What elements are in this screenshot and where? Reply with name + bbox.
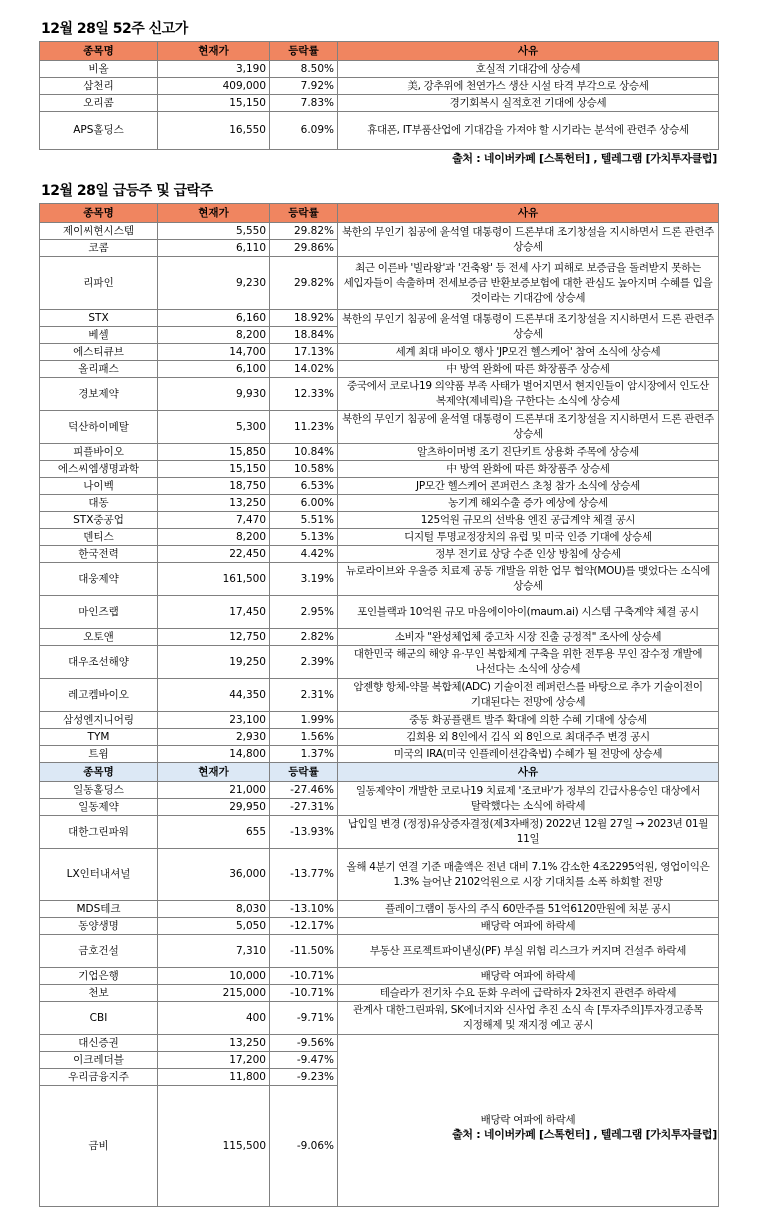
table-row (40, 61, 719, 78)
stock-name: STX중공업 (40, 512, 158, 529)
reason-text: 배당락 여파에 하락세 (338, 968, 719, 985)
header-change: 등락률 (270, 763, 338, 782)
stock-name: 한국전력 (40, 546, 158, 563)
table-row (40, 729, 719, 746)
current-price: 23,100 (158, 712, 270, 729)
table-row (40, 712, 719, 729)
reason-text: 중동 화공플랜트 발주 확대에 의한 수혜 기대에 상승세 (338, 712, 719, 729)
stock-name: 삼성엔지니어링 (40, 712, 158, 729)
current-price: 8,030 (158, 901, 270, 918)
change-rate: 7.83% (270, 95, 338, 112)
change-rate: 29.82% (270, 257, 338, 310)
stock-name: 경보제약 (40, 378, 158, 411)
stock-name: LX인터내셔널 (40, 849, 158, 901)
stock-name: 대우조선해양 (40, 646, 158, 679)
current-price: 15,150 (158, 95, 270, 112)
change-rate: 4.42% (270, 546, 338, 563)
stock-name: 천보 (40, 985, 158, 1002)
stock-name: 이크레더블 (40, 1052, 158, 1069)
reason-text: 미국의 IRA(미국 인플레이션감축법) 수혜가 될 전망에 상승세 (338, 746, 719, 763)
reason-text: 125억원 규모의 선박용 엔진 공급계약 체결 공시 (338, 512, 719, 529)
stock-name: TYM (40, 729, 158, 746)
current-price: 655 (158, 816, 270, 849)
current-price: 7,470 (158, 512, 270, 529)
change-rate: -27.46% (270, 782, 338, 799)
reason-text: 호실적 기대감에 상승세 (338, 61, 719, 78)
change-rate: 18.92% (270, 310, 338, 327)
reason-text: 일동제약이 개발한 코로나19 치료제 '조코바'가 정부의 긴급사용승인 대상에서 탈락했다는 소식에 하락세 (338, 782, 719, 816)
current-price: 14,700 (158, 344, 270, 361)
change-rate: 1.56% (270, 729, 338, 746)
table-row (40, 629, 719, 646)
new-high-table (39, 41, 719, 150)
table-row (40, 985, 719, 1002)
reason-text: 정부 전기료 상당 수준 인상 방침에 상승세 (338, 546, 719, 563)
table-row (40, 746, 719, 763)
reason-text: 휴대폰, IT부품산업에 기대감을 가져야 할 시기라는 분석에 관련주 상승세 (338, 112, 719, 150)
current-price: 5,050 (158, 918, 270, 935)
change-rate: -13.93% (270, 816, 338, 849)
change-rate: 7.92% (270, 78, 338, 95)
header-name: 종목명 (40, 763, 158, 782)
stock-name: 에스티큐브 (40, 344, 158, 361)
change-rate: -11.50% (270, 935, 338, 968)
change-rate: -9.56% (270, 1035, 338, 1052)
reason-text: 암젠향 항체-약물 복합체(ADC) 기술이전 레퍼런스를 바탕으로 추가 기술이전이 기대된다는 전망에 상승세 (338, 679, 719, 712)
table-row (40, 411, 719, 444)
stock-name: 일동제약 (40, 799, 158, 816)
movers-table (39, 203, 719, 1207)
reason-text: 북한의 무인기 침공에 윤석열 대통령이 드론부대 조기창설을 지시하면서 드론 관련주 상승세 (338, 411, 719, 444)
header-price: 현재가 (158, 763, 270, 782)
current-price: 21,000 (158, 782, 270, 799)
current-price: 19,250 (158, 646, 270, 679)
current-price: 18,750 (158, 478, 270, 495)
current-price: 17,200 (158, 1052, 270, 1069)
stock-name: 오토앤 (40, 629, 158, 646)
stock-name: 금호건설 (40, 935, 158, 968)
source-note-2: 출처 : 네이버카페 [스톡헌터] , 텔레그램 [가치투자클럽] (452, 1128, 717, 1141)
reason-text: 부동산 프로젝트파이낸싱(PF) 부실 위험 리스크가 커지며 건설주 하락세 (338, 935, 719, 968)
reason-text: 김희용 외 8인에서 김식 외 8인으로 최대주주 변경 공시 (338, 729, 719, 746)
change-rate: 14.02% (270, 361, 338, 378)
change-rate: 6.53% (270, 478, 338, 495)
header-name: 종목명 (40, 42, 158, 61)
current-price: 5,550 (158, 223, 270, 240)
reason-text: 중국에서 코로나19 의약품 부족 사태가 벌어지면서 현지인들이 암시장에서 인도산 복제약(제네릭)을 구한다는 소식에 상승세 (338, 378, 719, 411)
header-row (40, 763, 719, 782)
current-price: 115,500 (158, 1086, 270, 1207)
table-row (40, 918, 719, 935)
table-row (40, 344, 719, 361)
reason-text: 배당락 여파에 하락세 (338, 1035, 719, 1207)
table-row (40, 679, 719, 712)
reason-text: 테슬라가 전기차 수요 둔화 우려에 급락하자 2차전지 관련주 하락세 (338, 985, 719, 1002)
table-row (40, 646, 719, 679)
header-row (40, 42, 719, 61)
table-row (40, 529, 719, 546)
current-price: 9,930 (158, 378, 270, 411)
stock-name: 동양생명 (40, 918, 158, 935)
current-price: 36,000 (158, 849, 270, 901)
current-price: 14,800 (158, 746, 270, 763)
change-rate: 1.37% (270, 746, 338, 763)
current-price: 29,950 (158, 799, 270, 816)
table-row (40, 1002, 719, 1035)
source-note-1: 출처 : 네이버카페 [스톡헌터] , 텔레그램 [가치투자클럽] (452, 152, 717, 165)
change-rate: 6.00% (270, 495, 338, 512)
stock-name: 덴티스 (40, 529, 158, 546)
reason-text: 최근 이른바 '빌라왕'과 '건축왕' 등 전세 사기 피해로 보증금을 돌려받지 못하는 세입자들이 속출하며 전세보증금 반환보증보험에 대한 관심도 높아지며 수혜를 입을 것이라는 기대감에 상승세 (338, 257, 719, 310)
reason-text: 세계 최대 바이오 행사 'JP모건 헬스케어' 참여 소식에 상승세 (338, 344, 719, 361)
current-price: 22,450 (158, 546, 270, 563)
stock-name: 일동홀딩스 (40, 782, 158, 799)
current-price: 10,000 (158, 968, 270, 985)
stock-name: 대한그린파워 (40, 816, 158, 849)
stock-name: STX (40, 310, 158, 327)
header-reason: 사유 (338, 204, 719, 223)
stock-name: 대동 (40, 495, 158, 512)
stock-name: 대신증권 (40, 1035, 158, 1052)
table-row (40, 968, 719, 985)
current-price: 161,500 (158, 563, 270, 596)
reason-text: 플레이그램이 동사의 주식 60만주를 51억6120만원에 처분 공시 (338, 901, 719, 918)
change-rate: 1.99% (270, 712, 338, 729)
change-rate: -9.47% (270, 1052, 338, 1069)
change-rate: 2.39% (270, 646, 338, 679)
change-rate: 5.51% (270, 512, 338, 529)
header-row (40, 204, 719, 223)
stock-name: 기업은행 (40, 968, 158, 985)
stock-name: 올리패스 (40, 361, 158, 378)
current-price: 17,450 (158, 596, 270, 629)
table-row (40, 782, 719, 799)
header-change: 등락률 (270, 42, 338, 61)
stock-name: 리파인 (40, 257, 158, 310)
reason-text: 경기회복시 실적호전 기대에 상승세 (338, 95, 719, 112)
table-row (40, 112, 719, 150)
current-price: 6,110 (158, 240, 270, 257)
change-rate: -9.23% (270, 1069, 338, 1086)
current-price: 6,160 (158, 310, 270, 327)
reason-text: 북한의 무인기 침공에 윤석열 대통령이 드론부대 조기창설을 지시하면서 드론 관련주 상승세 (338, 310, 719, 344)
change-rate: 10.58% (270, 461, 338, 478)
reason-text: 뉴로라이브와 우울증 치료제 공동 개발을 위한 업무 협약(MOU)를 맺었다는 소식에 상승세 (338, 563, 719, 596)
current-price: 3,190 (158, 61, 270, 78)
table-row (40, 78, 719, 95)
current-price: 7,310 (158, 935, 270, 968)
reason-text: 대한민국 해군의 해양 유·무인 복합체계 구축을 위한 전투용 무인 잠수정 개발에 나선다는 소식에 상승세 (338, 646, 719, 679)
table-row (40, 478, 719, 495)
change-rate: 11.23% (270, 411, 338, 444)
reason-text: 디지털 투명교정장치의 유럽 및 미국 인증 기대에 상승세 (338, 529, 719, 546)
change-rate: 2.95% (270, 596, 338, 629)
change-rate: -10.71% (270, 968, 338, 985)
stock-name: 레고켐바이오 (40, 679, 158, 712)
change-rate: 2.82% (270, 629, 338, 646)
stock-name: 베셀 (40, 327, 158, 344)
table-row (40, 1035, 719, 1052)
current-price: 5,300 (158, 411, 270, 444)
table-row (40, 461, 719, 478)
reason-text: 농기계 해외수출 증가 예상에 상승세 (338, 495, 719, 512)
table-row (40, 546, 719, 563)
change-rate: -9.06% (270, 1086, 338, 1207)
change-rate: -13.10% (270, 901, 338, 918)
table-row (40, 816, 719, 849)
table-row (40, 512, 719, 529)
table-row (40, 901, 719, 918)
current-price: 13,250 (158, 495, 270, 512)
change-rate: 17.13% (270, 344, 338, 361)
change-rate: 18.84% (270, 327, 338, 344)
table-row (40, 223, 719, 240)
table-row (40, 935, 719, 968)
section2-title: 12월 28일 급등주 및 급락주 (41, 183, 213, 199)
stock-name: MDS테크 (40, 901, 158, 918)
reason-text: 올해 4분기 연결 기준 매출액은 전년 대비 7.1% 감소한 4조2295억원, 영업이익은 1.3% 늘어난 2102억원으로 시장 기대치를 소폭 하회할 전망 (338, 849, 719, 901)
stock-name: 제이씨현시스템 (40, 223, 158, 240)
stock-name: 마인즈랩 (40, 596, 158, 629)
current-price: 6,100 (158, 361, 270, 378)
reason-text: 中 방역 완화에 따른 화장품주 상승세 (338, 361, 719, 378)
change-rate: 3.19% (270, 563, 338, 596)
current-price: 409,000 (158, 78, 270, 95)
reason-text: 포인블랙과 10억원 규모 마음에이아이(maum.ai) 시스템 구축계약 체결 공시 (338, 596, 719, 629)
reason-text: 中 방역 완화에 따른 화장품주 상승세 (338, 461, 719, 478)
change-rate: -10.71% (270, 985, 338, 1002)
header-price: 현재가 (158, 42, 270, 61)
header-name: 종목명 (40, 204, 158, 223)
reason-text: 美, 강추위에 천연가스 생산 시설 타격 부각으로 상승세 (338, 78, 719, 95)
current-price: 215,000 (158, 985, 270, 1002)
stock-name: 우리금융지주 (40, 1069, 158, 1086)
current-price: 400 (158, 1002, 270, 1035)
change-rate: 10.84% (270, 444, 338, 461)
change-rate: 5.13% (270, 529, 338, 546)
current-price: 8,200 (158, 327, 270, 344)
stock-name: 나이벡 (40, 478, 158, 495)
current-price: 15,850 (158, 444, 270, 461)
table-row (40, 361, 719, 378)
reason-text: JP모간 헬스케어 콘퍼런스 초청 참가 소식에 상승세 (338, 478, 719, 495)
table-row (40, 596, 719, 629)
reason-text: 납입일 변경 (정정)유상증자결정(제3자배정) 2022년 12월 27일 → 2023년 01월 11일 (338, 816, 719, 849)
change-rate: 2.31% (270, 679, 338, 712)
current-price: 8,200 (158, 529, 270, 546)
reason-text: 북한의 무인기 침공에 윤석열 대통령이 드론부대 조기창설을 지시하면서 드론 관련주 상승세 (338, 223, 719, 257)
change-rate: 6.09% (270, 112, 338, 150)
current-price: 12,750 (158, 629, 270, 646)
reason-text: 소비자 "완성체업체 중고차 시장 진출 긍정적" 조사에 상승세 (338, 629, 719, 646)
stock-name: 삼천리 (40, 78, 158, 95)
table-row (40, 310, 719, 327)
table-row (40, 257, 719, 310)
table-row (40, 563, 719, 596)
section1-title: 12월 28일 52주 신고가 (41, 21, 188, 37)
current-price: 13,250 (158, 1035, 270, 1052)
stock-name: 오리콤 (40, 95, 158, 112)
stock-name: 대웅제약 (40, 563, 158, 596)
change-rate: -27.31% (270, 799, 338, 816)
stock-name: 금비 (40, 1086, 158, 1207)
table-row (40, 378, 719, 411)
stock-name: APS홀딩스 (40, 112, 158, 150)
table-row (40, 444, 719, 461)
header-reason: 사유 (338, 763, 719, 782)
stock-name: 에스씨엠생명과학 (40, 461, 158, 478)
current-price: 15,150 (158, 461, 270, 478)
change-rate: -12.17% (270, 918, 338, 935)
reason-text: 알츠하이머병 조기 진단키트 상용화 주목에 상승세 (338, 444, 719, 461)
current-price: 16,550 (158, 112, 270, 150)
table-row (40, 849, 719, 901)
stock-name: 비올 (40, 61, 158, 78)
stock-name: 덕산하이메탈 (40, 411, 158, 444)
table-row (40, 95, 719, 112)
change-rate: 29.82% (270, 223, 338, 240)
reason-text: 배당락 여파에 하락세 (338, 918, 719, 935)
header-reason: 사유 (338, 42, 719, 61)
stock-name: 코콤 (40, 240, 158, 257)
change-rate: -9.71% (270, 1002, 338, 1035)
current-price: 44,350 (158, 679, 270, 712)
current-price: 11,800 (158, 1069, 270, 1086)
change-rate: -13.77% (270, 849, 338, 901)
stock-name: 피플바이오 (40, 444, 158, 461)
stock-name: 트윔 (40, 746, 158, 763)
reason-text: 관계사 대한그린파워, SK에너지와 신사업 추진 소식 속 [투자주의]투자경고종목 지정해제 및 재지정 예고 공시 (338, 1002, 719, 1035)
stock-name: CBI (40, 1002, 158, 1035)
change-rate: 29.86% (270, 240, 338, 257)
change-rate: 8.50% (270, 61, 338, 78)
header-price: 현재가 (158, 204, 270, 223)
change-rate: 12.33% (270, 378, 338, 411)
table-row (40, 495, 719, 512)
header-change: 등락률 (270, 204, 338, 223)
current-price: 9,230 (158, 257, 270, 310)
current-price: 2,930 (158, 729, 270, 746)
